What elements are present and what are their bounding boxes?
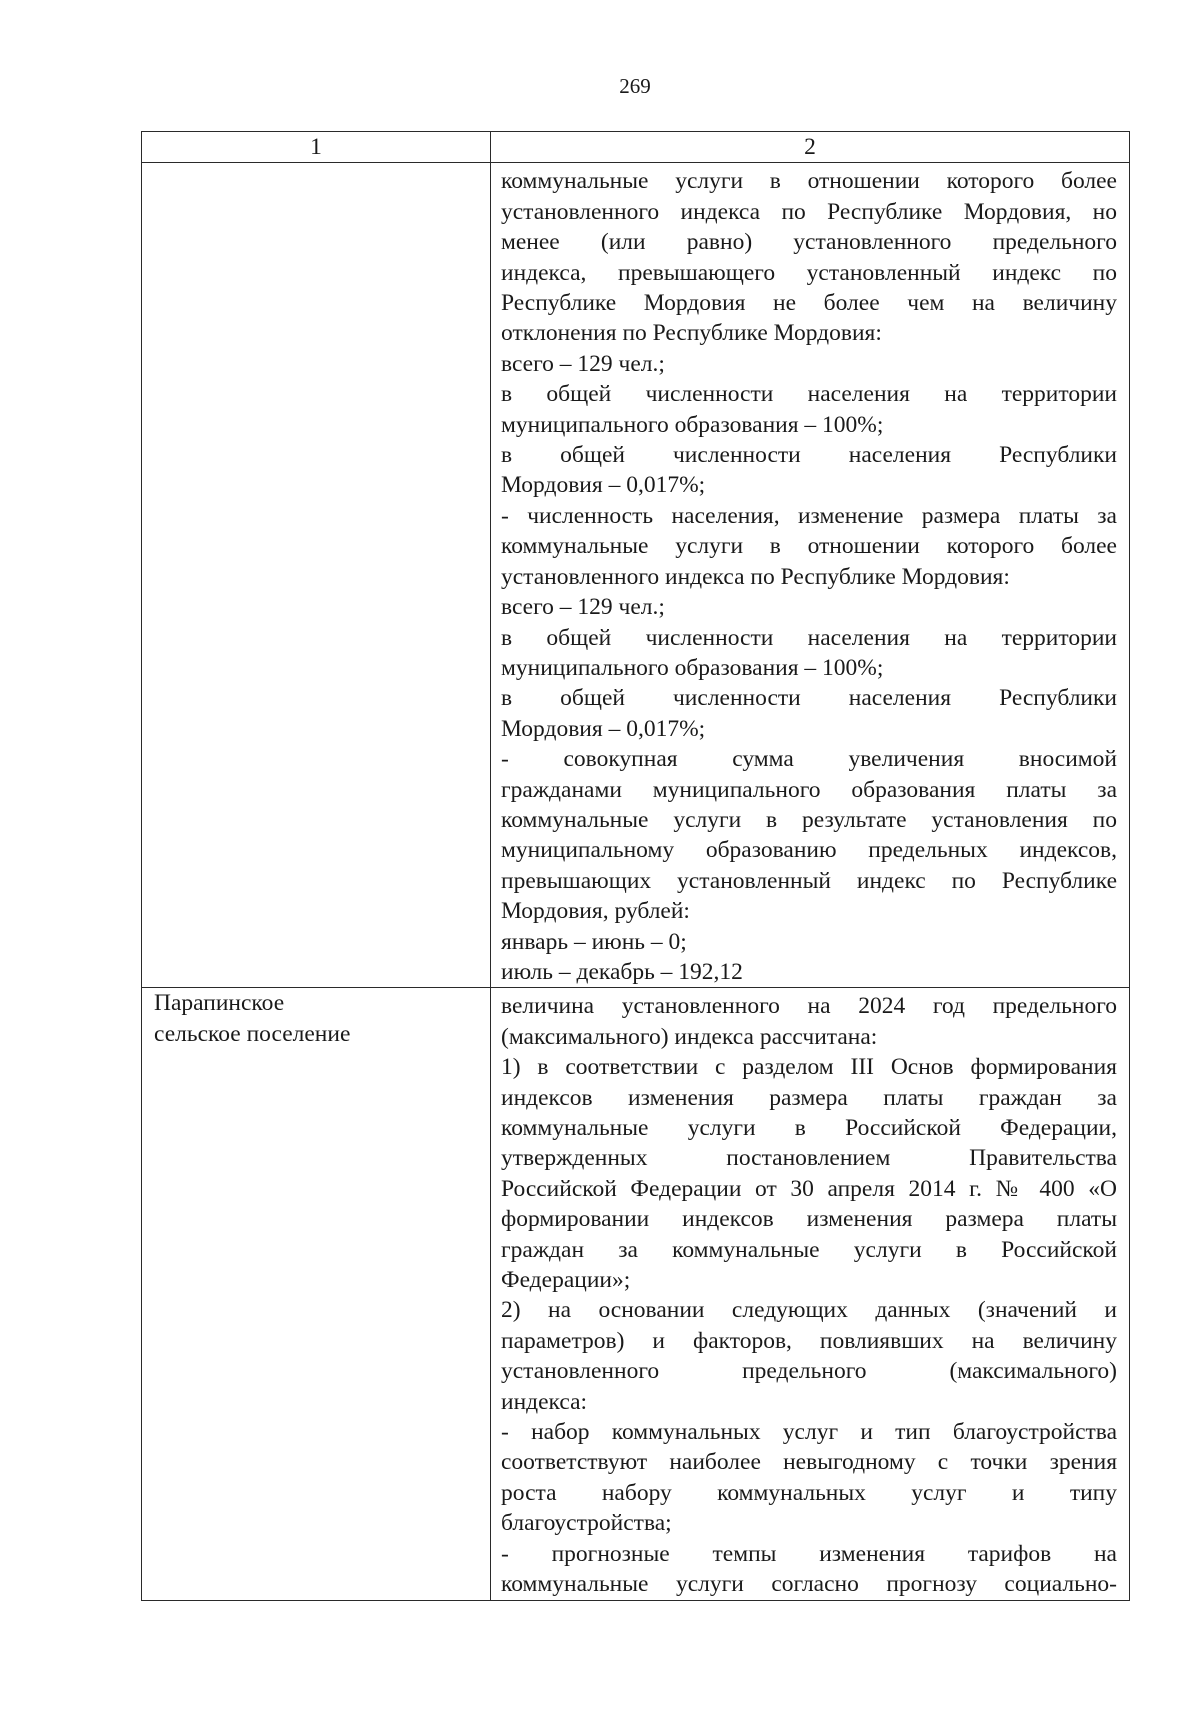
text-line: июль – декабрь – 192,12 (501, 958, 743, 985)
text-line: роста набору коммунальных услуг и типу (501, 1479, 1117, 1506)
table-row (142, 988, 1130, 1600)
table-row (142, 163, 1130, 988)
text-line: Российской Федерации от 30 апреля 2014 г. № 400 «О (501, 1175, 1117, 1202)
text-line: муниципальному образованию предельных индексов, (501, 837, 1117, 864)
text-line: отклонения по Республике Мордовия: (501, 320, 882, 347)
text-line: - численность населения, изменение размера платы за (501, 502, 1117, 529)
text-line: всего – 129 чел.; (501, 594, 665, 621)
text-line: муниципального образования – 100%; (501, 654, 884, 681)
text-line: соответствуют наиболее невыгодному с точки зрения (501, 1449, 1117, 1476)
text-line: граждан за коммунальные услуги в Российской (501, 1236, 1117, 1263)
column-header-2: 2 (491, 132, 1130, 163)
text-line: в общей численности населения Республики (501, 685, 1117, 712)
text-line: установленного индекса по Республике Мордовия: (501, 563, 1010, 590)
text-line: индекса: (501, 1388, 588, 1415)
municipality-name-line: Парапинское (154, 990, 285, 1017)
municipality-name-line: сельское поселение (154, 1020, 351, 1047)
text-line: превышающих установленный индекс по Республике (501, 867, 1117, 894)
text-line: в общей численности населения на территории (501, 381, 1117, 408)
text-line: коммунальные услуги согласно прогнозу социально- (501, 1571, 1117, 1598)
column-header-1: 1 (142, 132, 491, 163)
text-line: индексов изменения размера платы граждан за (501, 1084, 1117, 1111)
text-line: гражданами муниципального образования платы за (501, 776, 1117, 803)
text-line: - прогнозные темпы изменения тарифов на (501, 1540, 1117, 1567)
text-line: параметров) и факторов, повлиявших на величину (501, 1327, 1117, 1354)
text-line: установленного предельного (максимального) (501, 1358, 1117, 1385)
text-line: 1) в соответствии с разделом III Основ формирования (501, 1054, 1117, 1081)
text-line: Федерации»; (501, 1267, 631, 1294)
text-line: муниципального образования – 100%; (501, 411, 884, 438)
text-line: благоустройства; (501, 1510, 672, 1537)
page-number: 269 (619, 74, 651, 98)
text-line: коммунальные услуги в отношении которого более (501, 168, 1117, 195)
text-line: установленного индекса по Республике Мордовия, но (501, 198, 1117, 225)
description-cell (491, 163, 1130, 988)
text-line: коммунальные услуги в отношении которого более (501, 533, 1117, 560)
municipality-cell (142, 988, 491, 1600)
text-line: индекса, превышающего установленный индекс по (501, 259, 1117, 286)
text-line: величина установленного на 2024 год предельного (501, 993, 1117, 1020)
text-line: всего – 129 чел.; (501, 350, 665, 377)
text-line: Республике Мордовия не более чем на величину (501, 290, 1117, 317)
text-line: в общей численности населения на территории (501, 624, 1117, 651)
text-line: Мордовия – 0,017%; (501, 472, 706, 499)
document-table (141, 131, 1130, 1601)
text-line: утвержденных постановлением Правительства (501, 1145, 1117, 1172)
municipality-cell (142, 163, 491, 988)
description-cell (491, 988, 1130, 1600)
text-line: в общей численности населения Республики (501, 442, 1117, 469)
text-line: - совокупная сумма увеличения вносимой (501, 746, 1117, 773)
text-line: 2) на основании следующих данных (значений и (501, 1297, 1117, 1324)
text-line: Мордовия – 0,017%; (501, 715, 706, 742)
text-line: коммунальные услуги в результате установления по (501, 806, 1117, 833)
text-line: (максимального) индекса рассчитана: (501, 1023, 878, 1050)
text-line: Мордовия, рублей: (501, 898, 690, 925)
text-line: коммунальные услуги в Российской Федерации, (501, 1115, 1117, 1141)
text-line: - набор коммунальных услуг и тип благоустройства (501, 1419, 1117, 1446)
text-line: январь – июнь – 0; (501, 928, 687, 955)
text-line: менее (или равно) установленного предельного (501, 229, 1117, 256)
table-header-row (142, 132, 1130, 163)
text-line: формировании индексов изменения размера платы (501, 1206, 1117, 1233)
